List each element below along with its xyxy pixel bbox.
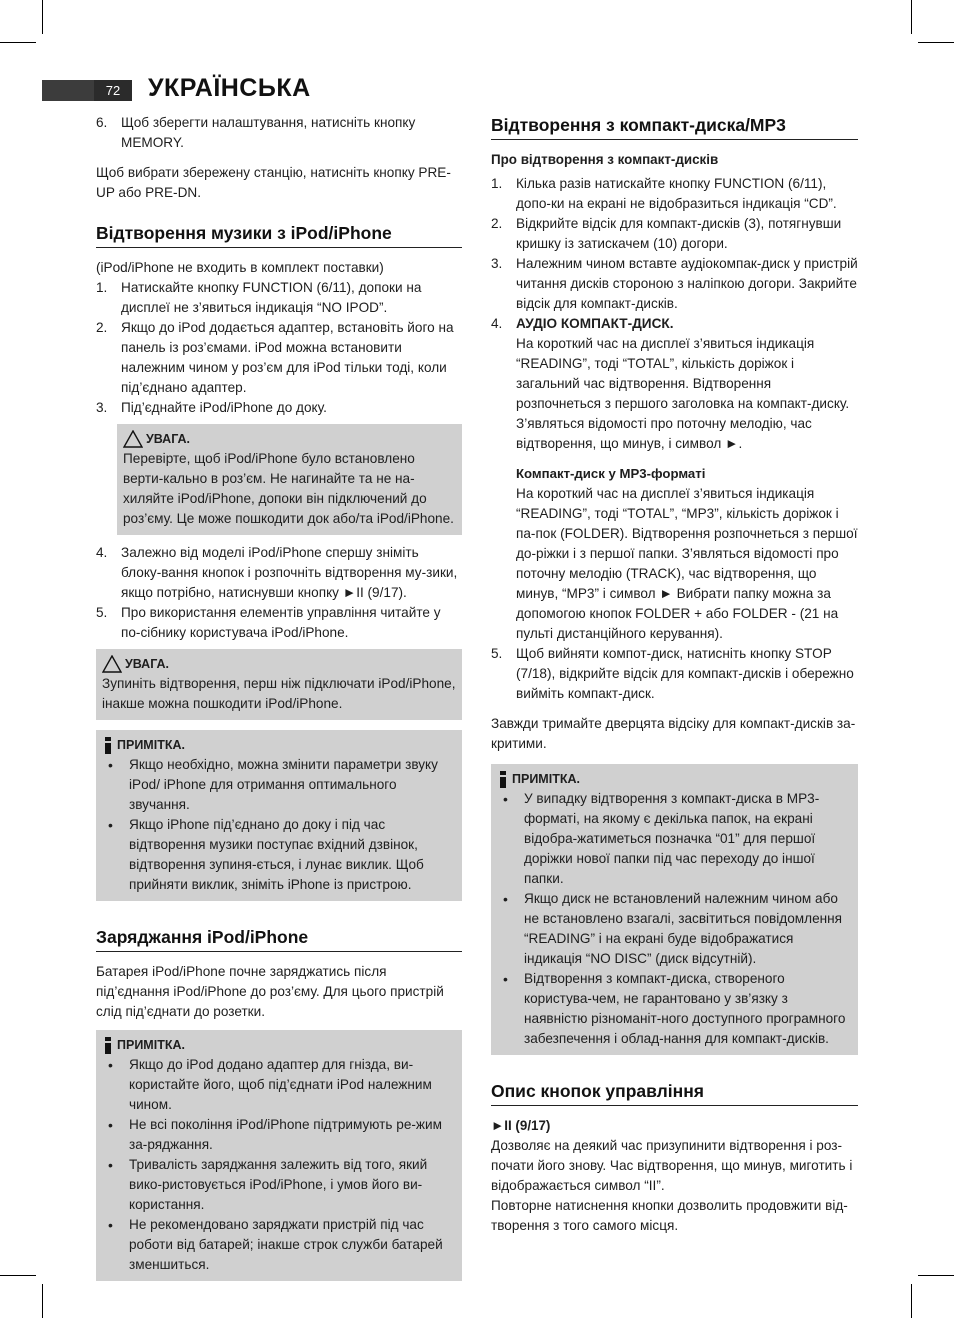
list-item: • Якщо iPhone під’єднано до доку і під час відтворення музики поступає вхідний дзвінок, відтворення зупиня-ється, і лунає виклик. Щоб прийняти виклик, зніміть iPhone із пристрою. xyxy=(108,817,424,892)
crop-mark xyxy=(918,42,954,43)
section-heading-cd: Відтворення з компакт-диска/MP3 xyxy=(491,113,858,140)
crop-mark xyxy=(0,1275,36,1276)
subheading: Про відтворення з компакт-дисків xyxy=(491,152,719,167)
subheading: ►II (9/17) xyxy=(491,1118,551,1133)
warning-icon xyxy=(102,655,122,673)
crop-mark xyxy=(911,0,912,34)
notice-box xyxy=(96,1030,462,1281)
warning-title: УВАГА. xyxy=(125,657,170,671)
section-heading-controls: Опис кнопок управління xyxy=(491,1079,858,1106)
paragraph: Батарея iPod/iPhone почне заряджатись після під’єднання iPod/iPhone до роз’єму. Для цього пристрій слід під’єднати до розетки. xyxy=(96,964,444,1019)
list-item: • Тривалість заряджання залежить від того, який вико-ристовується iPod/iPhone, і умов його ви-користання. xyxy=(108,1157,428,1212)
section-heading-charging: Заряджання iPod/iPhone xyxy=(96,925,462,952)
list-item: • Не рекомендовано заряджати пристрій під час роботи від батарей; інакше строк служби батарей зменшиться. xyxy=(108,1217,443,1272)
paragraph: Щоб вибрати збережену станцію, натисніть кнопку PRE-UP або PRE-DN. xyxy=(96,165,451,200)
crop-mark xyxy=(918,1275,954,1276)
info-icon xyxy=(497,771,509,788)
list-item: 5. Щоб вийняти компот-диск, натисніть кнопку STOP (7/18), відкрийте відсік для компакт-дисків і обережно вийміть компакт-диск. xyxy=(491,646,854,701)
list-item: 4. АУДІО КОМПАКТ-ДИСК. На короткий час на дисплеї з’явиться індикація “READING”, тоді “TOTAL”, кількість доріжок і загальний час відтворення. Відтворення розпочнеться з першого заголовка на компакт-диску. З’являться відомості про поточну мелодію, час відтворення, що минув, і символ ►. Компакт-диск у MP3-форматі На короткий час на дисплеї з’явиться індикація “READING”, тоді “TOTAL”, “MP3”, кількість доріжок і па-пок (FOLDER). Відтворення розпочнеться з першої до-ріжки і з першої папки. З’являться відомості про поточну мелодію (TRACK), час відтворення, що минув, “MP3” і символ ► Вибрати папку можна за допомогою кнопок FOLDER + або FOLDER - (21 на пульті дистанційного керування). xyxy=(491,316,858,641)
crop-mark xyxy=(42,0,43,34)
list-item: 1. Кілька разів натискайте кнопку FUNCTION (6/11), допо-ки на екрані не відобразиться індикація “CD”. xyxy=(491,176,837,211)
page-title: УКРАЇНСЬКА xyxy=(148,74,311,102)
paragraph: Дозволяє на деякий час призупинити відтворення і роз-почати його знову. Час відтворення, що минув, миготить і відображається символ “II”. xyxy=(491,1138,853,1193)
header-bar xyxy=(42,80,94,101)
crop-mark xyxy=(0,42,36,43)
notice-box xyxy=(491,764,858,1055)
list-item: 3. Належним чином вставте аудіокомпак-диск у пристрій читання дисків стороною з наліпкою догори. Закрийте відсік для компакт-дисків. xyxy=(491,256,858,311)
warning-text: Зупиніть відтворення, перш ніж підключати iPod/iPhone, інакше можна пошкодити iPod/iPhone. xyxy=(102,676,456,711)
list-item: 1. Натискайте кнопку FUNCTION (6/11), допоки на дисплеї не з’явиться індикація “NO IPOD”. xyxy=(96,280,422,315)
warning-title: УВАГА. xyxy=(146,432,191,446)
list-item: 3. Під’єднайте iPod/iPhone до доку. xyxy=(96,400,327,415)
list-item: • Якщо диск не встановлений належним чином або не встановлено взагалі, засвітиться повідомлення “READING” і на екрані буде відображатися індикація “NO DISC” (диск відсутній). xyxy=(503,891,843,966)
warning-icon xyxy=(123,430,143,448)
info-icon xyxy=(102,1037,114,1054)
paragraph: (iPod/iPhone не входить в комплект поставки) xyxy=(96,260,384,275)
warning-box xyxy=(117,424,462,535)
warning-text: Перевірте, щоб iPod/iPhone було встановлено верти-кально в роз’єм. Не нагинайте та не на-хиляйте iPod/iPhone, допоки він підключений до роз’єму. Це може пошкодити док або/та iPod/iPhone. xyxy=(123,451,454,526)
list-item: 4. Залежно від моделі iPod/iPhone спершу зніміть блоку-вання кнопок і розпочніть відтворення му-зики, якщо потрібно, натиснувши кнопку ►II (9/17). xyxy=(96,545,458,600)
notice-title: ПРИМІТКА. xyxy=(117,738,185,752)
warning-box xyxy=(96,649,462,720)
section-heading-ipod: Відтворення музики з iPod/iPhone xyxy=(96,221,462,248)
list-item: • Не всі покоління iPod/iPhone підтримують ре-жим за-ряджання. xyxy=(108,1117,442,1152)
list-item: 6. Щоб зберегти налаштування, натисніть кнопку MEMORY. xyxy=(96,115,416,150)
crop-mark xyxy=(911,1284,912,1318)
list-item: 2. Якщо до iPod додається адаптер, встановіть його на панель із роз’ємами. iPod можна встановити належним чином у роз’єм для iPod тільки тоді, коли під’єднано адаптер. xyxy=(96,320,454,395)
list-item: 5. Про використання елементів управління читайте у по-сібнику користувача iPod/iPhone. xyxy=(96,605,441,640)
notice-box xyxy=(96,730,462,901)
paragraph: Повторне натиснення кнопки дозволить продовжити від-творення з того самого місця. xyxy=(491,1198,848,1233)
crop-mark xyxy=(42,1284,43,1318)
page-number: 72 xyxy=(94,80,132,101)
left-column xyxy=(96,113,462,1281)
info-icon xyxy=(102,737,114,754)
notice-title: ПРИМІТКА. xyxy=(117,1038,185,1052)
list-item: 2. Відкрийте відсік для компакт-дисків (3), потягнувши кришку із затискачем (10) догори. xyxy=(491,216,842,251)
list-item: • У випадку відтворення з компакт-диска в MP3-форматі, на якому є декілька папок, на екрані відобра-жатиметься позначка “01” для першої доріжки нової папки під час переходу до іншої папки. xyxy=(503,791,820,886)
list-item: • Відтворення з компакт-диска, створеного користува-чем, не гарантовано у зв’язку з наявністю різноманіт-ного доступного програмного забезпечення і облад-нання для компакт-дисків. xyxy=(503,971,846,1046)
paragraph: Завжди тримайте дверцята відсіку для компакт-дисків за-критими. xyxy=(491,716,856,751)
notice-title: ПРИМІТКА. xyxy=(512,772,580,786)
list-item: • Якщо до iPod додано адаптер для гнізда, ви-користайте його, щоб під’єднати iPod належним чином. xyxy=(108,1057,432,1112)
right-column xyxy=(491,113,858,1236)
list-item: • Якщо необхідно, можна змінити параметри звуку iPod/ iPhone для отримання оптимального звучання. xyxy=(108,757,438,812)
